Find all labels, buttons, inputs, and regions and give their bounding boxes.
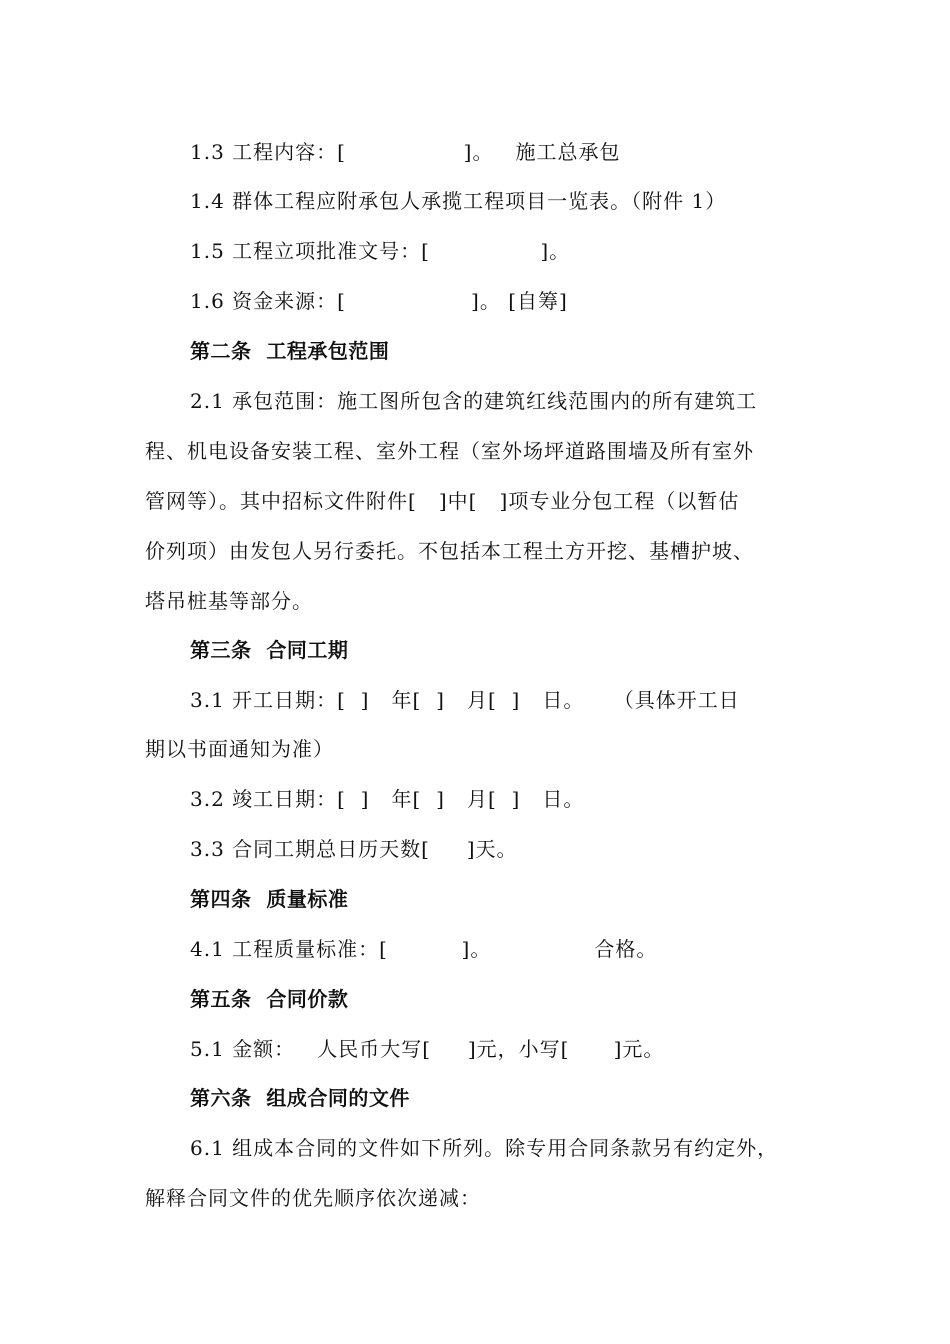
section-heading-4: 第四条 质量标准	[190, 887, 349, 911]
clause-2-1-line-1: 2.1 承包范围：施工图所包含的建筑红线范围内的所有建筑工	[190, 389, 758, 413]
section-heading-2: 第二条 工程承包范围	[190, 339, 390, 363]
clause-1-5: 1.5 工程立项批准文号：[ ]。	[190, 239, 571, 263]
clause-3-1-line-2: 期以书面通知为准）	[145, 737, 334, 761]
clause-3-1-line-1: 3.1 开工日期：[ ] 年[ ] 月[ ] 日。 （具体开工日	[190, 688, 740, 712]
clause-6-1-line-2: 解释合同文件的优先顺序依次递减：	[145, 1186, 481, 1210]
clause-1-3: 1.3 工程内容：[ ]。 施工总承包	[190, 140, 621, 164]
clause-2-1-line-2: 程、机电设备安装工程、室外工程（室外场坪道路围墙及所有室外	[145, 439, 754, 463]
section-heading-5: 第五条 合同价款	[190, 987, 349, 1011]
clause-4-1: 4.1 工程质量标准：[ ]。 合格。	[190, 937, 658, 961]
section-heading-6: 第六条 组成合同的文件	[190, 1086, 410, 1110]
clause-2-1-line-4: 价列项）由发包人另行委托。不包括本工程土方开挖、基槽护坡、	[145, 539, 754, 563]
clause-1-6: 1.6 资金来源：[ ]。 [自筹]	[190, 289, 568, 313]
clause-2-1-line-3: 管网等）。其中招标文件附件[ ]中[ ]项专业分包工程（以暂估	[145, 489, 740, 513]
clause-5-1: 5.1 金额： 人民币大写[ ]元，小写[ ]元。	[190, 1037, 665, 1061]
clause-2-1-line-5: 塔吊桩基等部分。	[145, 589, 313, 613]
clause-3-3: 3.3 合同工期总日历天数[ ]天。	[190, 837, 518, 861]
clause-6-1-line-1: 6.1 组成本合同的文件如下所列。除专用合同条款另有约定外，	[190, 1136, 779, 1160]
clause-1-4: 1.4 群体工程应附承包人承揽工程项目一览表。（附件 1）	[190, 189, 727, 213]
clause-3-2: 3.2 竣工日期：[ ] 年[ ] 月[ ] 日。	[190, 787, 585, 811]
section-heading-3: 第三条 合同工期	[190, 638, 349, 662]
